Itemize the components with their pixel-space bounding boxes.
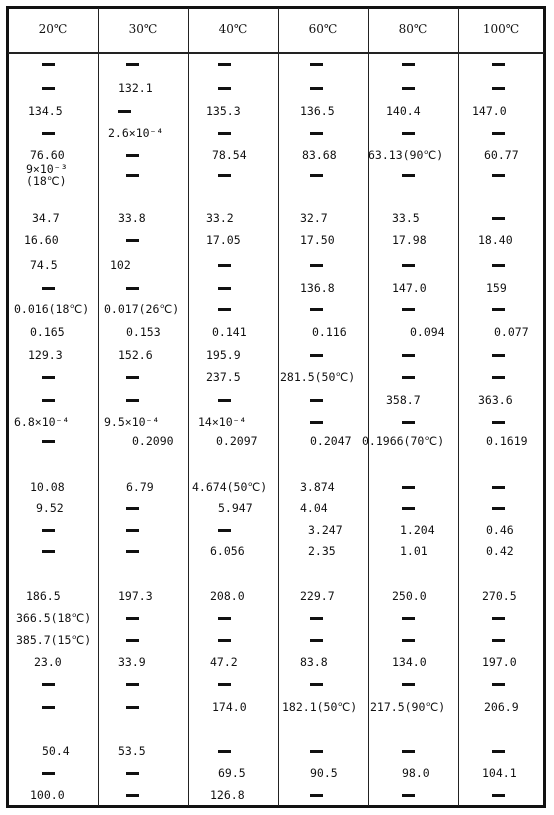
table-cell [42, 123, 55, 143]
table-cell [402, 123, 415, 143]
table-cell: 33.8 [118, 211, 146, 225]
table-cell [126, 367, 139, 387]
table-cell [402, 165, 415, 185]
dash-mark [492, 421, 505, 424]
dash-mark [42, 772, 55, 775]
table-cell: 83.68 [302, 148, 337, 162]
dash-mark [492, 683, 505, 686]
table-cell [492, 208, 505, 228]
table-cell [492, 78, 505, 98]
dash-mark [310, 399, 323, 402]
table-cell: 159 [486, 281, 507, 295]
table-cell: 385.7(15℃) [16, 633, 92, 647]
table-cell: 152.6 [118, 348, 153, 362]
table-cell: 53.5 [118, 744, 146, 758]
table-cell [218, 741, 231, 761]
table-cell: 6.056 [210, 544, 245, 558]
table-cell: 63.13(90℃) [368, 148, 444, 162]
dash-mark [118, 110, 131, 113]
dash-mark [492, 354, 505, 357]
table-cell [310, 630, 323, 650]
table-cell [218, 54, 231, 74]
table-cell [492, 412, 505, 432]
table-cell: 33.5 [392, 211, 420, 225]
dash-mark [126, 772, 139, 775]
dash-mark [402, 174, 415, 177]
table-cell: 197.3 [118, 589, 153, 603]
dash-mark [402, 264, 415, 267]
table-cell [126, 697, 139, 717]
dash-mark [126, 529, 139, 532]
dash-mark [126, 507, 139, 510]
table-frame [6, 6, 546, 808]
table-cell [402, 255, 415, 275]
table-cell [42, 390, 55, 410]
table-cell: 208.0 [210, 589, 245, 603]
dash-mark [492, 132, 505, 135]
dash-mark [42, 440, 55, 443]
dash-mark [492, 486, 505, 489]
table-cell: 147.0 [472, 104, 507, 118]
table-cell: 2.6×10⁻⁴ [108, 126, 164, 140]
dash-mark [402, 376, 415, 379]
table-cell: 0.141 [212, 325, 247, 339]
table-cell [310, 390, 323, 410]
table-cell: 10.08 [30, 480, 65, 494]
table-cell [126, 520, 139, 540]
dash-mark [42, 87, 55, 90]
table-cell: 17.98 [392, 233, 427, 247]
table-cell: 17.05 [206, 233, 241, 247]
table-cell: 132.1 [118, 81, 153, 95]
table-cell: 0.2090 [132, 434, 174, 448]
table-cell: 0.1966(70℃) [362, 434, 445, 448]
dash-mark [126, 174, 139, 177]
table-cell: 195.9 [206, 348, 241, 362]
dash-mark [310, 794, 323, 797]
table-cell: 270.5 [482, 589, 517, 603]
table-cell: 74.5 [30, 258, 58, 272]
table-cell [492, 54, 505, 74]
table-cell [402, 498, 415, 518]
table-cell [42, 367, 55, 387]
dash-mark [42, 287, 55, 290]
table-cell [218, 299, 231, 319]
table-cell [492, 498, 505, 518]
dash-mark [126, 63, 139, 66]
dash-mark [218, 750, 231, 753]
table-cell [492, 367, 505, 387]
table-cell: 206.9 [484, 700, 519, 714]
dash-mark [402, 750, 415, 753]
table-cell: 182.1(50℃) [282, 700, 358, 714]
table-cell [402, 299, 415, 319]
table-cell [42, 763, 55, 783]
dash-mark [492, 308, 505, 311]
table-cell: 34.7 [32, 211, 60, 225]
table-cell [42, 431, 55, 451]
dash-mark [126, 706, 139, 709]
table-cell: 98.0 [402, 766, 430, 780]
table-cell: 0.2097 [216, 434, 258, 448]
dash-mark [42, 376, 55, 379]
table-cell: 147.0 [392, 281, 427, 295]
dash-mark [42, 63, 55, 66]
table-cell [310, 345, 323, 365]
dash-mark [310, 264, 323, 267]
table-cell [218, 630, 231, 650]
table-cell: 134.0 [392, 655, 427, 669]
dash-mark [310, 617, 323, 620]
dash-mark [492, 174, 505, 177]
dash-mark [218, 174, 231, 177]
table-cell: 104.1 [482, 766, 517, 780]
header-col-60c: 60℃ [308, 22, 338, 36]
dash-mark [492, 507, 505, 510]
dash-mark [402, 63, 415, 66]
dash-mark [310, 174, 323, 177]
table-cell: 23.0 [34, 655, 62, 669]
table-cell: 4.04 [300, 501, 328, 515]
table-cell: 217.5(90℃) [370, 700, 446, 714]
table-cell: 186.5 [26, 589, 61, 603]
dash-mark [310, 639, 323, 642]
column-divider [368, 8, 369, 806]
table-cell [310, 165, 323, 185]
table-cell [492, 630, 505, 650]
dash-mark [126, 287, 139, 290]
table-cell [310, 674, 323, 694]
table-cell [126, 541, 139, 561]
dash-mark [218, 264, 231, 267]
table-cell [402, 785, 415, 805]
dash-mark [218, 399, 231, 402]
dash-mark [126, 550, 139, 553]
table-cell: 69.5 [218, 766, 246, 780]
table-cell [402, 630, 415, 650]
table-cell: 0.017(26℃) [104, 302, 180, 316]
table-cell [492, 741, 505, 761]
header-col-40c: 40℃ [218, 22, 248, 36]
table-cell [126, 630, 139, 650]
table-cell: 100.0 [30, 788, 65, 802]
table-cell [42, 674, 55, 694]
table-cell: 135.3 [206, 104, 241, 118]
dash-mark [492, 617, 505, 620]
dash-mark [492, 794, 505, 797]
table-cell [402, 78, 415, 98]
header-divider [8, 52, 544, 54]
dash-mark [402, 683, 415, 686]
table-cell [218, 674, 231, 694]
dash-mark [310, 421, 323, 424]
table-cell: 0.153 [126, 325, 161, 339]
table-cell [310, 785, 323, 805]
table-cell [310, 741, 323, 761]
table-cell [42, 54, 55, 74]
table-cell [492, 255, 505, 275]
table-cell: 0.46 [486, 523, 514, 537]
table-cell: 0.116 [312, 325, 347, 339]
table-cell [402, 674, 415, 694]
table-cell: 9×10⁻³ (18℃) [26, 162, 68, 188]
dash-mark [310, 750, 323, 753]
header-col-30c: 30℃ [128, 22, 158, 36]
table-cell [126, 165, 139, 185]
table-cell [126, 763, 139, 783]
table-cell [402, 477, 415, 497]
table-cell: 136.5 [300, 104, 335, 118]
table-cell: 83.8 [300, 655, 328, 669]
column-divider [188, 8, 189, 806]
table-cell: 126.8 [210, 788, 245, 802]
dash-mark [42, 683, 55, 686]
table-cell: 6.79 [126, 480, 154, 494]
table-cell: 140.4 [386, 104, 421, 118]
dash-mark [402, 132, 415, 135]
table-cell [126, 498, 139, 518]
dash-mark [218, 529, 231, 532]
table-cell [492, 345, 505, 365]
table-cell: 33.9 [118, 655, 146, 669]
table-cell [310, 255, 323, 275]
table-cell [310, 78, 323, 98]
table-cell [218, 278, 231, 298]
table-cell: 3.247 [308, 523, 343, 537]
table-cell [310, 412, 323, 432]
dash-mark [402, 639, 415, 642]
dash-mark [402, 507, 415, 510]
table-cell [42, 278, 55, 298]
table-cell [402, 54, 415, 74]
dash-mark [126, 639, 139, 642]
table-cell: 18.40 [478, 233, 513, 247]
table-cell: 17.50 [300, 233, 335, 247]
table-cell [218, 78, 231, 98]
table-cell [218, 608, 231, 628]
table-cell [42, 520, 55, 540]
table-cell: 3.874 [300, 480, 335, 494]
table-cell [118, 101, 131, 121]
table-cell: 0.42 [486, 544, 514, 558]
table-cell [310, 299, 323, 319]
table-cell: 60.77 [484, 148, 519, 162]
table-cell: 33.2 [206, 211, 234, 225]
column-divider [458, 8, 459, 806]
table-cell: 0.1619 [486, 434, 528, 448]
table-cell [126, 145, 139, 165]
table-cell [402, 367, 415, 387]
table-cell: 4.674(50℃) [192, 480, 268, 494]
table-cell [492, 299, 505, 319]
table-cell [310, 54, 323, 74]
table-cell [126, 390, 139, 410]
dash-mark [126, 683, 139, 686]
dash-mark [42, 132, 55, 135]
dash-mark [402, 421, 415, 424]
dash-mark [126, 399, 139, 402]
table-cell: 6.8×10⁻⁴ [14, 415, 70, 429]
table-cell [126, 674, 139, 694]
header-col-100c: 100℃ [482, 22, 520, 36]
table-cell: 1.204 [400, 523, 435, 537]
table-cell: 0.165 [30, 325, 65, 339]
dash-mark [402, 486, 415, 489]
table-cell: 366.5(18℃) [16, 611, 92, 625]
table-cell [492, 785, 505, 805]
dash-mark [310, 308, 323, 311]
dash-mark [492, 750, 505, 753]
table-cell: 174.0 [212, 700, 247, 714]
table-cell [310, 608, 323, 628]
dash-mark [492, 63, 505, 66]
table-cell: 129.3 [28, 348, 63, 362]
dash-mark [492, 87, 505, 90]
dash-mark [42, 529, 55, 532]
dash-mark [218, 617, 231, 620]
table-cell [126, 785, 139, 805]
dash-mark [402, 87, 415, 90]
dash-mark [310, 354, 323, 357]
table-cell [126, 608, 139, 628]
table-cell: 0.016(18℃) [14, 302, 90, 316]
table-cell: 0.2047 [310, 434, 352, 448]
dash-mark [492, 639, 505, 642]
table-cell: 9.5×10⁻⁴ [104, 415, 160, 429]
table-cell: 102 [110, 258, 131, 272]
dash-mark [126, 617, 139, 620]
table-cell: 32.7 [300, 211, 328, 225]
column-divider [98, 8, 99, 806]
table-cell [42, 697, 55, 717]
table-cell [310, 123, 323, 143]
dash-mark [310, 132, 323, 135]
table-cell: 134.5 [28, 104, 63, 118]
table-cell: 5.947 [218, 501, 253, 515]
table-cell [218, 255, 231, 275]
table-cell: 47.2 [210, 655, 238, 669]
dash-mark [218, 639, 231, 642]
dash-mark [492, 264, 505, 267]
dash-mark [402, 617, 415, 620]
dash-mark [218, 308, 231, 311]
header-col-20c: 20℃ [38, 22, 68, 36]
table-cell [492, 123, 505, 143]
table-cell: 229.7 [300, 589, 335, 603]
table-cell [126, 54, 139, 74]
table-cell [126, 230, 139, 250]
table-cell [218, 165, 231, 185]
dash-mark [42, 550, 55, 553]
dash-mark [218, 87, 231, 90]
table-cell: 0.094 [410, 325, 445, 339]
table-cell [402, 608, 415, 628]
table-cell: 1.01 [400, 544, 428, 558]
table-cell: 2.35 [308, 544, 336, 558]
table-cell [492, 477, 505, 497]
table-cell: 363.6 [478, 393, 513, 407]
table-cell: 9.52 [36, 501, 64, 515]
dash-mark [126, 154, 139, 157]
table-cell [126, 278, 139, 298]
table-cell: 76.60 [30, 148, 65, 162]
table-cell [218, 520, 231, 540]
dash-mark [402, 308, 415, 311]
table-cell [492, 165, 505, 185]
table-cell [218, 123, 231, 143]
dash-mark [492, 376, 505, 379]
table-cell: 90.5 [310, 766, 338, 780]
dash-mark [402, 354, 415, 357]
dash-mark [126, 376, 139, 379]
dash-mark [310, 683, 323, 686]
table-cell: 0.077 [494, 325, 529, 339]
dash-mark [218, 683, 231, 686]
table-cell: 78.54 [212, 148, 247, 162]
dash-mark [402, 794, 415, 797]
dash-mark [310, 63, 323, 66]
table-cell [402, 741, 415, 761]
table-cell [492, 674, 505, 694]
table-cell: 50.4 [42, 744, 70, 758]
dash-mark [310, 87, 323, 90]
table-cell: 237.5 [206, 370, 241, 384]
table-cell: 250.0 [392, 589, 427, 603]
dash-mark [42, 706, 55, 709]
table-cell: 358.7 [386, 393, 421, 407]
table-cell: 281.5(50℃) [280, 370, 356, 384]
dash-mark [126, 794, 139, 797]
table-cell: 197.0 [482, 655, 517, 669]
table-cell: 16.60 [24, 233, 59, 247]
table-cell: 136.8 [300, 281, 335, 295]
column-divider [278, 8, 279, 806]
table-cell: 14×10⁻⁴ [198, 415, 247, 429]
header-col-80c: 80℃ [398, 22, 428, 36]
dash-mark [218, 63, 231, 66]
dash-mark [126, 239, 139, 242]
dash-mark [42, 399, 55, 402]
table-cell [492, 608, 505, 628]
table-cell [42, 541, 55, 561]
table-cell [402, 345, 415, 365]
table-cell [42, 78, 55, 98]
table-cell [402, 412, 415, 432]
dash-mark [492, 217, 505, 220]
table-cell [218, 390, 231, 410]
dash-mark [218, 132, 231, 135]
dash-mark [218, 287, 231, 290]
